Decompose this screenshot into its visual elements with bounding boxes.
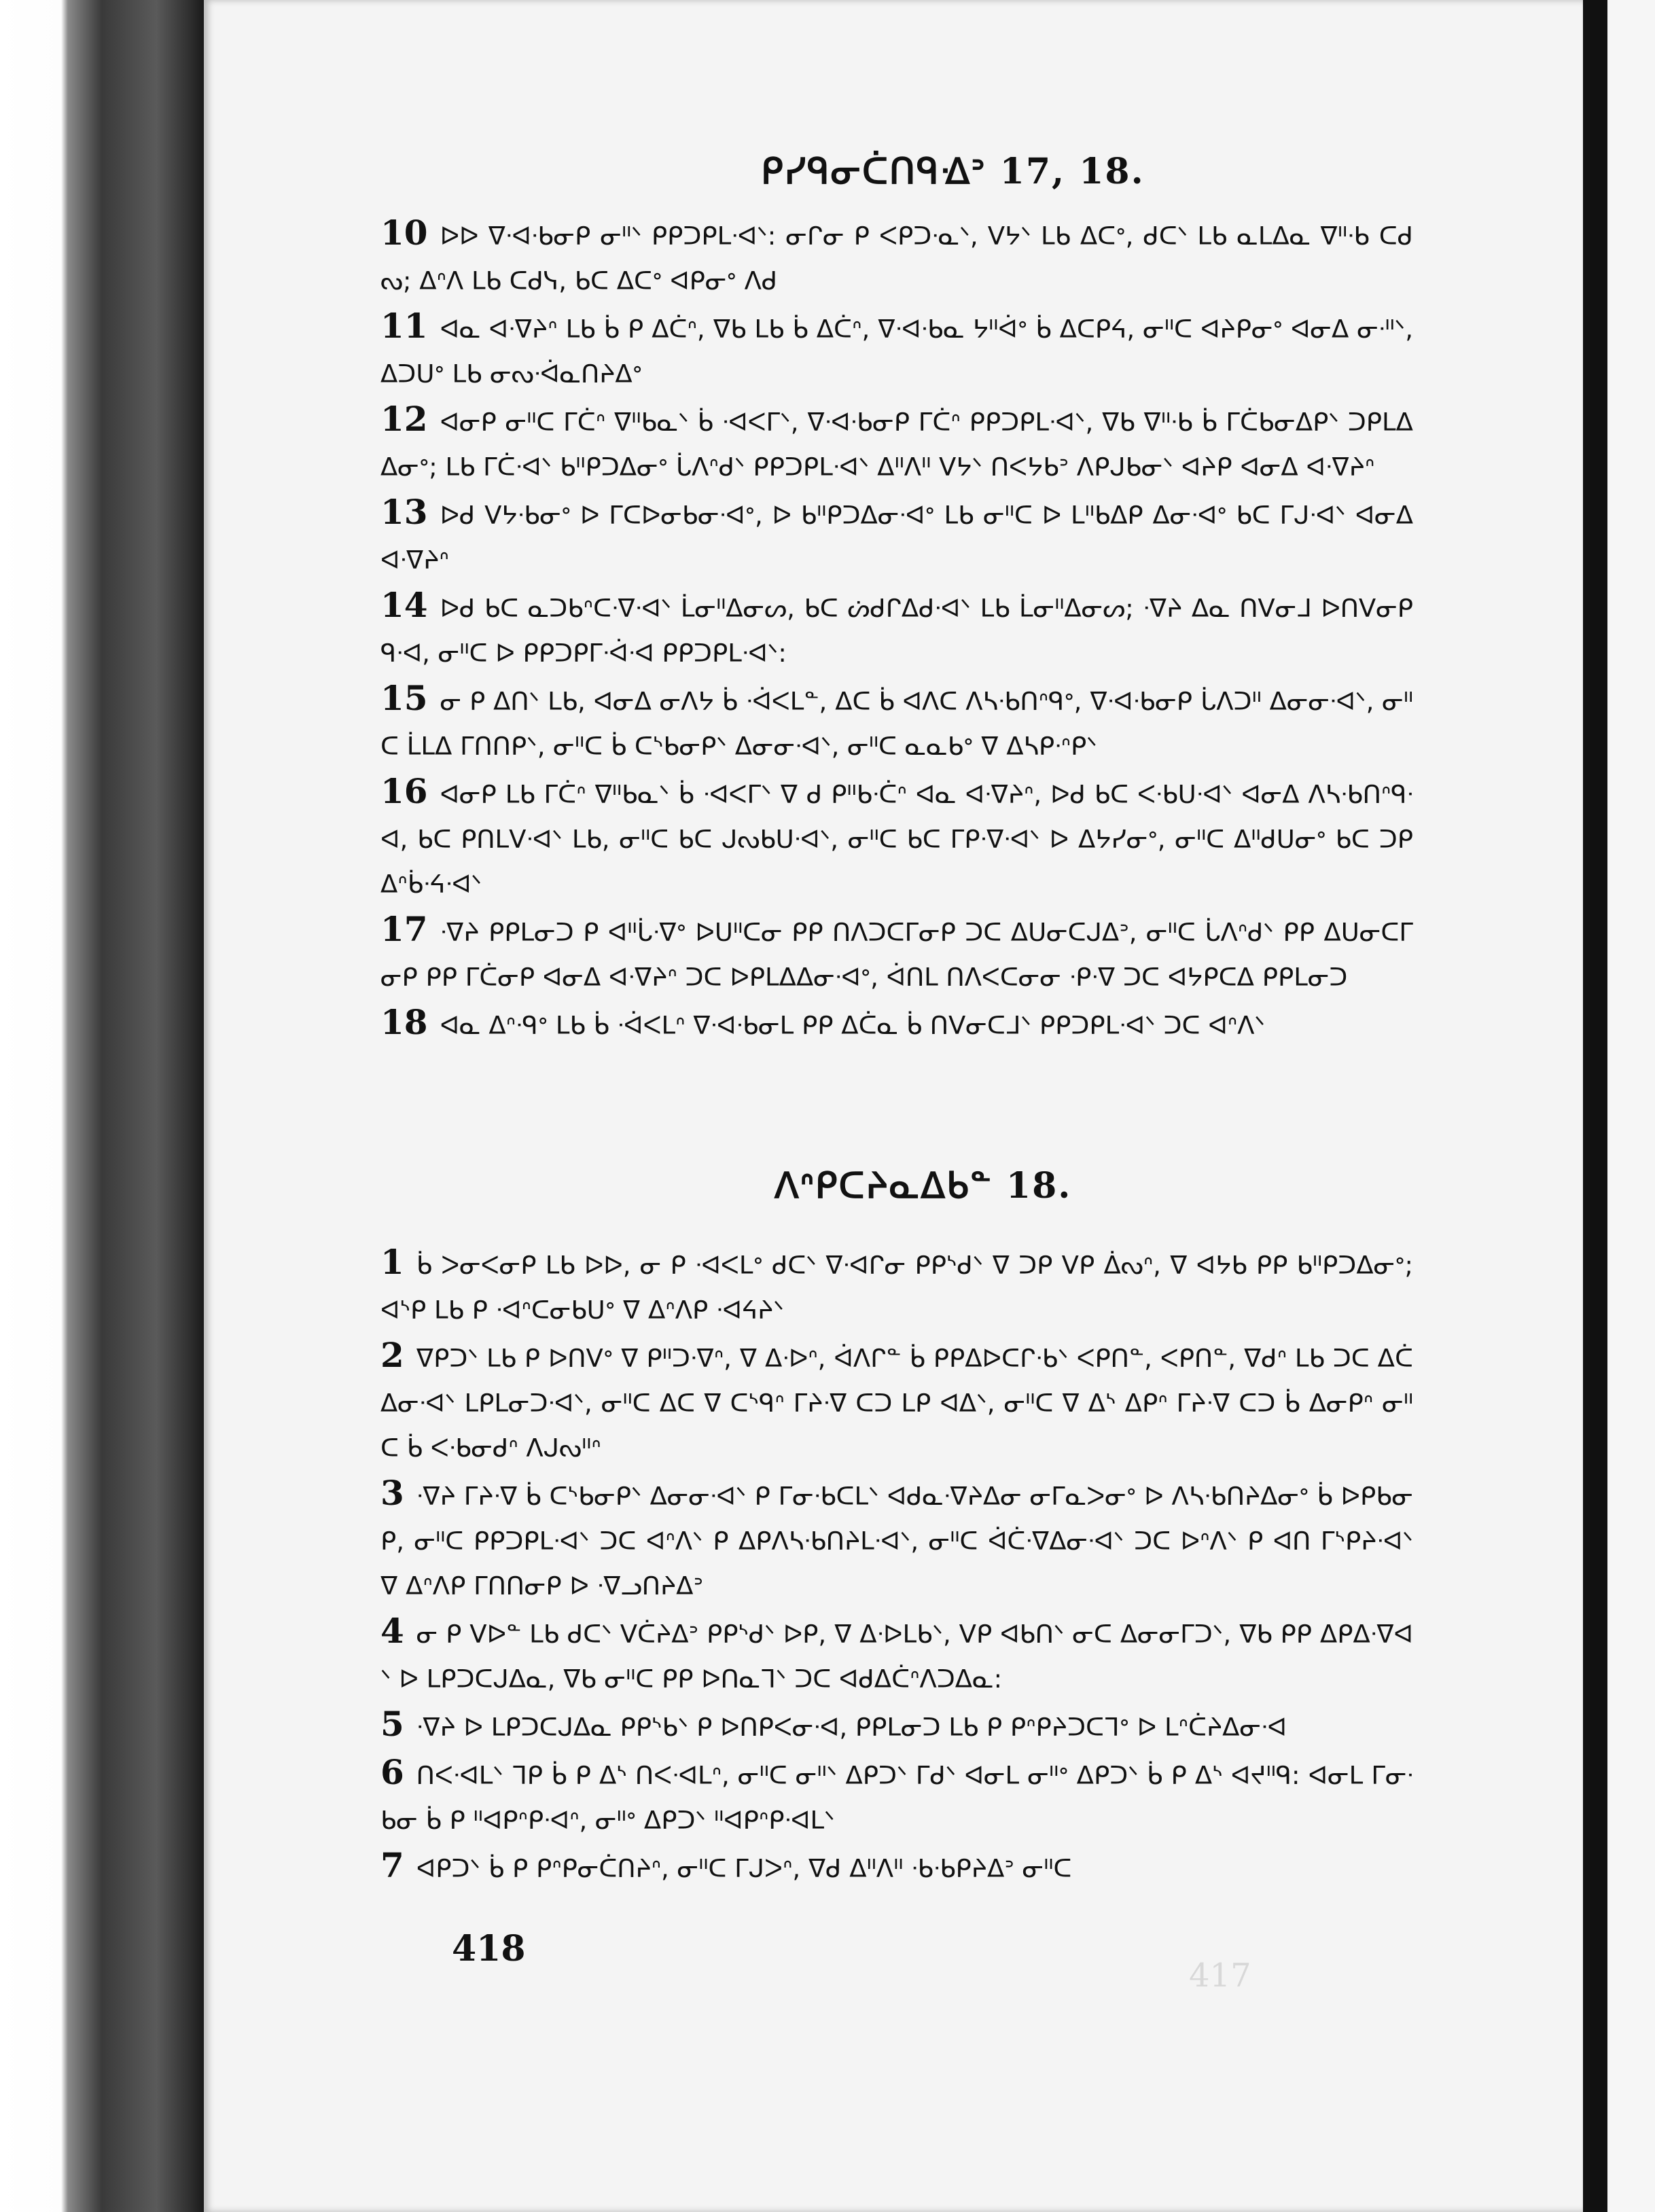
chapter-title: ᐱᐢᑭᑕᔨᓇᐃᑲᓐ 18. [775,1165,1072,1207]
show-through-page-number: 417 [1189,1957,1251,1995]
verse-16: 16 ᐊᓂᑭ ᒪᑲ ᒥᑖᐢ ᐁᐦᑲᓇᐠ ᑳ ᐧᐊᐸᒥᐠ ᐁ ᑯ ᑭᐦᑲᐧᑖᐢ ᐊᓇ ᐊᐧᐁᔨᐢ, ᐅᑯ ᑲᑕ ᐸᐧᑲᑌᐧᐊᐠ ᐊᓂᐃ ᐱᓴᐧᑲᑎᐢᑫᐧᐊ, ᑲᑕ ᑭᑎᒪᐯᐧᐊᐠ ᒪᑲ, ᓂᐦᑕ ᑲᑕ ᒍᔓᑲᑌᐧᐊᐠ, ᓂᐦᑕ ᑲᑕ ᒥᑭᐧᐁᐧᐊᐠ ᐅ ᐃᔭᓯᓂᐤ, ᓂᐦᑕ ᐃᐦᑯᑌᓂᐤ ᑲᑕ ᑐᑭ ᐃᐢᑳᐧᔦᐧᐊᐠ [380,771,1413,899]
verse-10: 10 ᐅᐅ ᐁᐧᐊᐧᑲᓂᑭ ᓂᐦᐠ ᑭᑭᑐᑭᒪᐧᐊᐠ: ᓂᒋᓂ ᑭ ᐸᑭᑐᐧᓇᐠ, ᐯᔭᐠ ᒪᑲ ᐃᑕᐤ, ᑯᑕᐠ ᒪᑲ ᓇᒪᐃᓇ ᐁᐦᐧᑲ ᑕᑯᔓ; ᐃᐢᐱ ᒪᑲ ᑕᑯᓭ, ᑲᑕ ᐃᑕᐤ ᐊᑭᓂᐤ ᐱᑯ [380,213,1413,296]
verse-18: 18 ᐊᓇ ᐃᐢᐧᑫᐤ ᒪᑲ ᑳ ᐧᐋᐸᒪᐢ ᐁᐧᐊᐧᑲᓂᒪ ᑭᑭ ᐃᑖᓇ ᑳ ᑎᐯᓂᑕᒧᐠ ᑭᑭᑐᑭᒪᐧᐊᐠ ᑐᑕ ᐊᐢᐱᐠ [380,1002,1266,1042]
adjacent-page-edge [1607,0,1655,2212]
verse-2: 2 ᐁᑭᑐᐠ ᒪᑲ ᑭ ᐅᑎᐯᐤ ᐁ ᑭᐦᑐᐧᐁᐢ, ᐁ ᐃᐧᐅᐢ, ᐋᐱᒋᓐ ᑳ ᑭᑭᐃᐅᑕᒋᐧᑲᐠ ᐸᑭᑎᓐ, ᐸᑭᑎᓐ, ᐁᑯᐢ ᒪᑲ ᑐᑕ ᐃᑖᐃᓂᐧᐊᐠ ᒪᑭᒪᓂᑐᐧᐊᐠ, ᓂᐦᑕ ᐃᑕ ᐁ ᑕᔅᑫᐢ ᒥᔨᐧᐁ ᑕᑐ ᒪᑭ ᐊᐃᐠ, ᓂᐦᑕ ᐁ ᐃᔅ ᐃᑭᐢ ᒥᔨᐧᐁ ᑕᑐ ᑳ ᐃᓂᑭᐢ ᓂᐦᑕ ᑳ ᐸᐧᑲᓂᑯᐢ ᐱᒍᔓᐦᐢ [380,1335,1413,1463]
verse-5: 5 ᐧᐁᔨ ᐅ ᒪᑭᑐᑕᒍᐃᓇ ᑭᑭᔅᑲᐠ ᑭ ᐅᑎᑭᐸᓂᐧᐊ, ᑭᑭᒪᓂᑐ ᒪᑲ ᑭ ᑭᐢᑭᔨᑐᑕᒣᐤ ᐅ ᒪᐢᑖᔨᐃᓂᐧᐊ [380,1704,1287,1744]
page-edge-shadow [1583,0,1607,2212]
verse-15: 15 ᓂ ᑭ ᐃᑎᐠ ᒪᑲ, ᐊᓂᐃ ᓂᐱᔭ ᑳ ᐧᐋᐸᒪᓐ, ᐃᑕ ᑳ ᐊᐱᑕ ᐱᓴᐧᑲᑎᐢᑫᐤ, ᐁᐧᐊᐧᑲᓂᑭ ᒑᐱᑐᐦ ᐃᓂᓂᐧᐊᐠ, ᓂᐦᑕ ᒫᒪᐃ ᒥᑎᑎᑭᐠ, ᓂᐦᑕ ᑳ ᑕᔅᑲᓂᑭᐠ ᐃᓂᓂᐧᐊᐠ, ᓂᐦᑕ ᓇᓇᑲᐤ ᐁ ᐃᓴᑭᐧᐢᑭᐠ [380,678,1413,761]
binding-shadow [0,0,204,2212]
verse-13: 13 ᐅᑯ ᐯᔭᐧᑲᓂᐤ ᐅ ᒥᑕᐅᓂᑲᓂᐧᐊᐤ, ᐅ ᑲᐦᑭᑐᐃᓂᐧᐊᐤ ᒪᑲ ᓂᐦᑕ ᐅ ᒪᐦᑲᐃᑭ ᐃᓂᐧᐊᐤ ᑲᑕ ᒥᒍᐧᐊᐠ ᐊᓂᐃ ᐊᐧᐁᔨᐢ [380,492,1413,575]
chapter-18-verses [380,1240,1413,1891]
verse-6: 6 ᑎᐸᐧᐊᒪᐠ ᒣᑭ ᑳ ᑭ ᐃᔅ ᑎᐸᐧᐊᒪᐢ, ᓂᐦᑕ ᓂᐦᐠ ᐃᑭᑐᐠ ᒥᑯᐠ ᐊᓂᒪ ᓂᐦᐤ ᐃᑭᑐᐠ ᑳ ᑭ ᐃᔅ ᐊᔪᐦᑫ: ᐊᓂᒪ ᒥᓂᐧᑲᓂ ᑳ ᑭ ᐦᐊᑭᐢᑭᐧᐊᐢ, ᓂᐦᐤ ᐃᑭᑐᐠ ᐦᐊᑭᐢᑭᐧᐊᒪᐠ [380,1752,1413,1835]
verse-14: 14 ᐅᑯ ᑲᑕ ᓇᑐᑲᐢᑕᐧᐁᐧᐊᐠ ᒫᓂᐦᐃᓂᔕ, ᑲᑕ ᔖᑯᒋᐃᑯᐧᐊᐠ ᒪᑲ ᒫᓂᐦᐃᓂᔕ; ᐧᐁᔨ ᐃᓇ ᑎᐯᓂᒧ ᐅᑎᐯᓂᑭᑫᐧᐊ, ᓂᐦᑕ ᐅ ᑭᑭᑐᑭᒥᐧᐋᐧᐊ ᑭᑭᑐᑭᒪᐧᐊᐠ: [380,585,1413,668]
verse-12: 12 ᐊᓂᑭ ᓂᐦᑕ ᒥᑖᐢ ᐁᐦᑲᓇᐠ ᑳ ᐧᐊᐸᒥᐠ, ᐁᐧᐊᐧᑲᓂᑭ ᒥᑖᐢ ᑭᑭᑐᑭᒪᐧᐊᐠ, ᐁᑲ ᐁᐦᐧᑲ ᑳ ᒥᑖᑲᓂᐃᑭᐠ ᑐᑭᒪᐃᐃᓂᐤ; ᒪᑲ ᒥᑖᐧᐊᐠ ᑲᐦᑭᑐᐃᓂᐤ ᒑᐱᐢᑯᐠ ᑭᑭᑐᑭᒪᐧᐊᐠ ᐃᐦᐱᐦ ᐯᔭᐠ ᑎᐸᔭᑲᐣ ᐱᑭᒍᑲᓂᐠ ᐊᔨᑭ ᐊᓂᐃ ᐊᐧᐁᔨᐢ [380,399,1413,482]
verse-7: 7 ᐊᑭᑐᐠ ᑳ ᑭ ᑭᐢᑭᓂᑖᑎᔨᐢ, ᓂᐦᑕ ᒥᒍᐳᐢ, ᐁᑯ ᐃᐦᐱᐦ ᐧᑲᐧᑲᑭᔨᐃᐣ ᓂᐦᑕ [380,1845,1072,1885]
page-number: 418 [452,1928,526,1969]
verse-11: 11 ᐊᓇ ᐊᐧᐁᔨᐢ ᒪᑲ ᑳ ᑭ ᐃᑖᐢ, ᐁᑲ ᒪᑲ ᑳ ᐃᑖᐢ, ᐁᐧᐊᐧᑲᓇ ᔭᐦᐋᐤ ᑳ ᐃᑕᑭᔦ, ᓂᐦᑕ ᐊᔨᑭᓂᐤ ᐊᓂᐃ ᓂᐧᐦᐠ, ᐃᑐᑌᐤ ᒪᑲ ᓂᔓᐧᐋᓇᑎᔨᐃᐤ [380,306,1413,389]
verse-1: 1 ᑳ ᐳᓂᐸᓂᑭ ᒪᑲ ᐅᐅ, ᓂ ᑭ ᐧᐊᐸᒪᐤ ᑯᑕᐠ ᐁᐧᐊᒋᓂ ᑭᑭᔅᑯᐠ ᐁ ᑐᑭ ᐯᑭ ᐄᔓᐢ, ᐁ ᐊᔭᑲ ᑭᑭ ᑲᐦᑭᑐᐃᓂᐤ; ᐊᔅᑭ ᒪᑲ ᑭ ᐧᐊᐢᑕᓂᑲᑌᐤ ᐁ ᐃᐢᐱᑭ ᐧᐊᔦᔨᐠ [380,1242,1413,1325]
verse-3: 3 ᐧᐁᔨ ᒥᔨᐧᐁ ᑳ ᑕᔅᑲᓂᑭᐠ ᐃᓂᓂᐧᐊᐠ ᑭ ᒥᓂᐧᑲᑕᒪᐠ ᐊᑯᓇᐧᐁᔨᐃᓂ ᓂᒥᓇᐳᓂᐤ ᐅ ᐱᓴᐧᑲᑎᔨᐃᓂᐤ ᑳ ᐅᑭᑲᓂᑭ, ᓂᐦᑕ ᑭᑭᑐᑭᒪᐧᐊᐠ ᑐᑕ ᐊᐢᐱᐠ ᑭ ᐃᑭᐱᓴᐧᑲᑎᔨᒪᐧᐊᐠ, ᓂᐦᑕ ᐋᑖᐧᐁᐃᓂᐧᐊᐠ ᑐᑕ ᐅᐢᐱᐠ ᑭ ᐊᑎ ᒥᔅᑭᔨᐧᐊᐠ ᐁ ᐃᐢᐱᑭ ᒥᑎᑎᓂᑭ ᐅ ᐧᐁᓗᑎᔨᐃᐣ [380,1473,1413,1601]
chapter-17-verses [380,211,1413,1048]
verse-4: 4 ᓂ ᑭ ᐯᐅᓐ ᒪᑲ ᑯᑕᐠ ᐯᑖᔨᐃᐣ ᑭᑭᔅᑯᐠ ᐅᑭ, ᐁ ᐃᐧᐅᒪᑲᐠ, ᐯᑭ ᐊᑲᑎᐠ ᓂᑕ ᐃᓂᓂᒥᑐᐠ, ᐁᑲ ᑭᑭ ᐃᑭᐃᐧᐁᐊᐠ ᐅ ᒪᑭᑐᑕᒍᐃᓇ, ᐁᑲ ᓂᐦᑕ ᑭᑭ ᐅᑎᓇᒣᐠ ᑐᑕ ᐊᑯᐃᑖᐢᐱᑐᐃᓇ: [380,1611,1413,1694]
verse-17: 17 ᐧᐁᔨ ᑭᑭᒪᓂᑐ ᑭ ᐊᐦᒑᐧᐁᐤ ᐅᑌᐦᑕᓂ ᑭᑭ ᑎᐱᑐᑕᒥᓂᑭ ᑐᑕ ᐃᑌᓂᑕᒍᐃᐣ, ᓂᐦᑕ ᒑᐱᐢᑯᐠ ᑭᑭ ᐃᑌᓂᑕᒥᓂᑭ ᑭᑭ ᒥᑖᓂᑭ ᐊᓂᐃ ᐊᐧᐁᔨᐢ ᑐᑕ ᐅᑭᒪᐃᐃᓂᐧᐊᐤ, ᐋᑎᒪ ᑎᐱᐸᑕᓂᓂ ᐧᑭᐧᐁ ᑐᑕ ᐊᔭᑭᑕᐃ ᑭᑭᒪᓂᑐ [380,909,1413,992]
running-header: ᑭᓯᑫᓂᑖᑎᑫᐎᐣ 17, 18. [761,151,1145,192]
